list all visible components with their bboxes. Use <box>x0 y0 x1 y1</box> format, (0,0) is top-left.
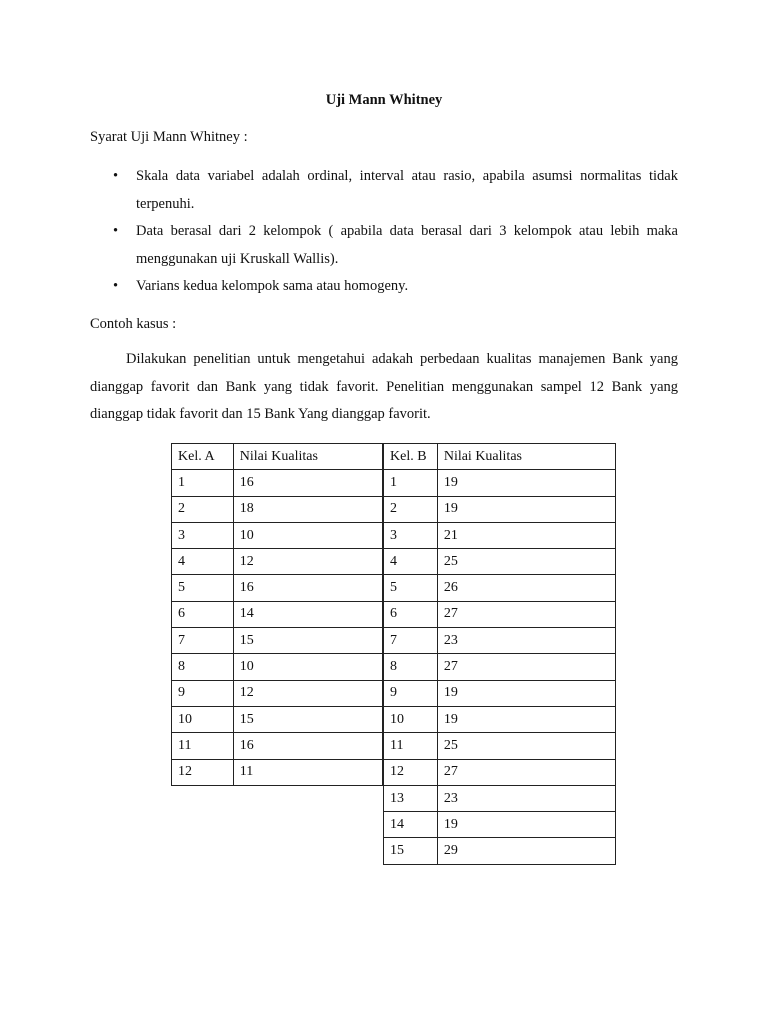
cell-nilai: 29 <box>437 838 615 864</box>
cell-kel: 2 <box>172 496 234 522</box>
header-nilai-a: Nilai Kualitas <box>233 444 382 470</box>
cell-kel: 4 <box>172 549 234 575</box>
header-nilai-b: Nilai Kualitas <box>437 444 615 470</box>
cell-nilai: 15 <box>233 628 382 654</box>
cell-kel: 1 <box>172 470 234 496</box>
cell-nilai: 19 <box>437 470 615 496</box>
table-row <box>172 496 383 522</box>
table-row <box>384 628 616 654</box>
cell-nilai: 19 <box>437 706 615 732</box>
table-row <box>172 759 383 785</box>
table-row <box>172 470 383 496</box>
list-item: • Varians kedua kelompok sama atau homogeny. <box>90 273 678 301</box>
cell-nilai: 16 <box>233 575 382 601</box>
table-row <box>384 496 616 522</box>
table-row <box>384 470 616 496</box>
cell-nilai: 19 <box>437 680 615 706</box>
cell-kel: 13 <box>384 785 438 811</box>
cell-nilai: 12 <box>233 680 382 706</box>
page-title: Uji Mann Whitney <box>325 92 443 108</box>
cell-nilai: 19 <box>437 812 615 838</box>
cell-kel: 8 <box>172 654 234 680</box>
table-row <box>172 601 383 627</box>
cell-kel: 11 <box>172 733 234 759</box>
cell-kel: 5 <box>172 575 234 601</box>
cell-nilai: 23 <box>437 785 615 811</box>
table-row <box>172 733 383 759</box>
table-row <box>384 838 616 864</box>
cell-nilai: 26 <box>437 575 615 601</box>
table-row <box>384 812 616 838</box>
cell-kel: 6 <box>172 601 234 627</box>
cell-kel: 9 <box>384 680 438 706</box>
table-row <box>172 522 383 548</box>
table-row <box>172 706 383 732</box>
cell-nilai: 27 <box>437 759 615 785</box>
cell-kel: 8 <box>384 654 438 680</box>
cell-kel: 3 <box>384 522 438 548</box>
cell-nilai: 27 <box>437 654 615 680</box>
cell-nilai: 16 <box>233 733 382 759</box>
requirements-list <box>90 163 678 301</box>
table-row <box>384 575 616 601</box>
contoh-heading: Contoh kasus : <box>90 316 177 332</box>
cell-kel: 6 <box>384 601 438 627</box>
table-row <box>384 733 616 759</box>
bullet-icon: • <box>113 223 119 239</box>
table-row <box>384 549 616 575</box>
cell-nilai: 25 <box>437 733 615 759</box>
table-row <box>384 654 616 680</box>
bullet-icon: • <box>113 278 119 294</box>
header-kel-b: Kel. B <box>384 444 438 470</box>
list-item: • Skala data variabel adalah ordinal, interval atau rasio, apabila asumsi normalitas tidak terpenuhi. <box>90 163 678 218</box>
cell-nilai: 16 <box>233 470 382 496</box>
cell-kel: 10 <box>172 706 234 732</box>
cell-nilai: 27 <box>437 601 615 627</box>
cell-nilai: 12 <box>233 549 382 575</box>
header-kel-a: Kel. A <box>172 444 234 470</box>
syarat-heading: Syarat Uji Mann Whitney : <box>90 129 248 145</box>
cell-kel: 5 <box>384 575 438 601</box>
table-row <box>172 549 383 575</box>
table-header-row <box>384 444 616 470</box>
cell-kel: 3 <box>172 522 234 548</box>
table-row <box>384 522 616 548</box>
table-row <box>172 654 383 680</box>
list-item: • Data berasal dari 2 kelompok ( apabila data berasal dari 3 kelompok atau lebih maka menggunakan uji Kruskall Wallis). <box>90 218 678 273</box>
case-paragraph: Dilakukan penelitian untuk mengetahui adakah perbedaan kualitas manajemen Bank yang dianggap favorit dan Bank yang tidak favorit. Penelitian menggunakan sampel 12 Bank yang dianggap tidak favorit dan 15 Bank Yang dianggap favorit. <box>90 351 678 422</box>
table-group-a <box>171 443 383 786</box>
table-row <box>384 706 616 732</box>
table-row <box>172 680 383 706</box>
cell-kel: 9 <box>172 680 234 706</box>
cell-kel: 11 <box>384 733 438 759</box>
cell-nilai: 18 <box>233 496 382 522</box>
cell-kel: 7 <box>384 628 438 654</box>
cell-nilai: 25 <box>437 549 615 575</box>
cell-kel: 4 <box>384 549 438 575</box>
cell-kel: 1 <box>384 470 438 496</box>
cell-nilai: 11 <box>233 759 382 785</box>
cell-nilai: 23 <box>437 628 615 654</box>
table-group-b <box>383 443 616 865</box>
cell-nilai: 21 <box>437 522 615 548</box>
cell-kel: 2 <box>384 496 438 522</box>
table-row <box>172 575 383 601</box>
cell-kel: 12 <box>172 759 234 785</box>
table-header-row <box>172 444 383 470</box>
cell-nilai: 10 <box>233 654 382 680</box>
cell-kel: 7 <box>172 628 234 654</box>
cell-nilai: 10 <box>233 522 382 548</box>
cell-kel: 12 <box>384 759 438 785</box>
table-row <box>384 601 616 627</box>
cell-kel: 14 <box>384 812 438 838</box>
table-row <box>384 680 616 706</box>
cell-kel: 10 <box>384 706 438 732</box>
table-row <box>172 628 383 654</box>
cell-nilai: 15 <box>233 706 382 732</box>
bullet-icon: • <box>113 168 119 184</box>
table-row <box>384 759 616 785</box>
cell-nilai: 19 <box>437 496 615 522</box>
table-row <box>384 785 616 811</box>
cell-nilai: 14 <box>233 601 382 627</box>
cell-kel: 15 <box>384 838 438 864</box>
